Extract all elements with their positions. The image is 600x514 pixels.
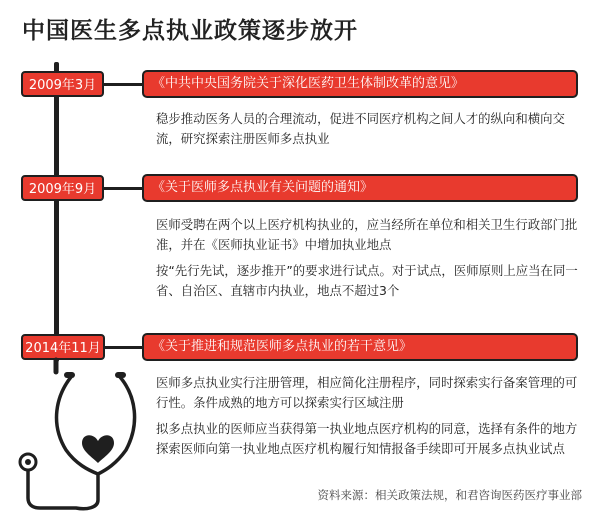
source-note: 资料来源：相关政策法规，和君咨询医药医疗事业部: [317, 488, 582, 502]
stethoscope-icon: [0, 0, 160, 514]
date-badge: 2014年11月: [21, 334, 105, 360]
policy-description: 医师受聘在两个以上医疗机构执业的，应当经所在单位和相关卫生行政部门批准，并在《医师执业证书》中增加执业地点: [156, 217, 578, 252]
page-title: 中国医生多点执业政策逐步放开: [22, 18, 358, 44]
policy-description: 拟多点执业的医师应当获得第一执业地点医疗机构的同意，选择有条件的地方探索医师向第一执业地点医疗机构履行知情报备手续即可开展多点执业试点: [156, 421, 578, 456]
policy-description: 医师多点执业实行注册管理，相应简化注册程序，同时探索实行备案管理的可行性。条件成熟的地方可以探索实行区域注册: [156, 375, 578, 410]
policy-description: 按“先行先试，逐步推开”的要求进行试点。对于试点，医师原则上应当在同一省、自治区、直辖市内执业，地点不超过3个: [156, 263, 578, 298]
date-badge: 2009年9月: [21, 175, 104, 201]
policy-description: 稳步推动医务人员的合理流动，促进不同医疗机构之间人才的纵向和横向交流，研究探索注册医师多点执业: [156, 111, 565, 146]
policy-document-title: 《关于推进和规范医师多点执业的若干意见》: [142, 333, 578, 361]
date-badge: 2009年3月: [21, 71, 104, 97]
policy-document-title: 《关于医师多点执业有关问题的通知》: [142, 174, 578, 202]
policy-document-title: 《中共中央国务院关于深化医药卫生体制改革的意见》: [142, 70, 578, 98]
